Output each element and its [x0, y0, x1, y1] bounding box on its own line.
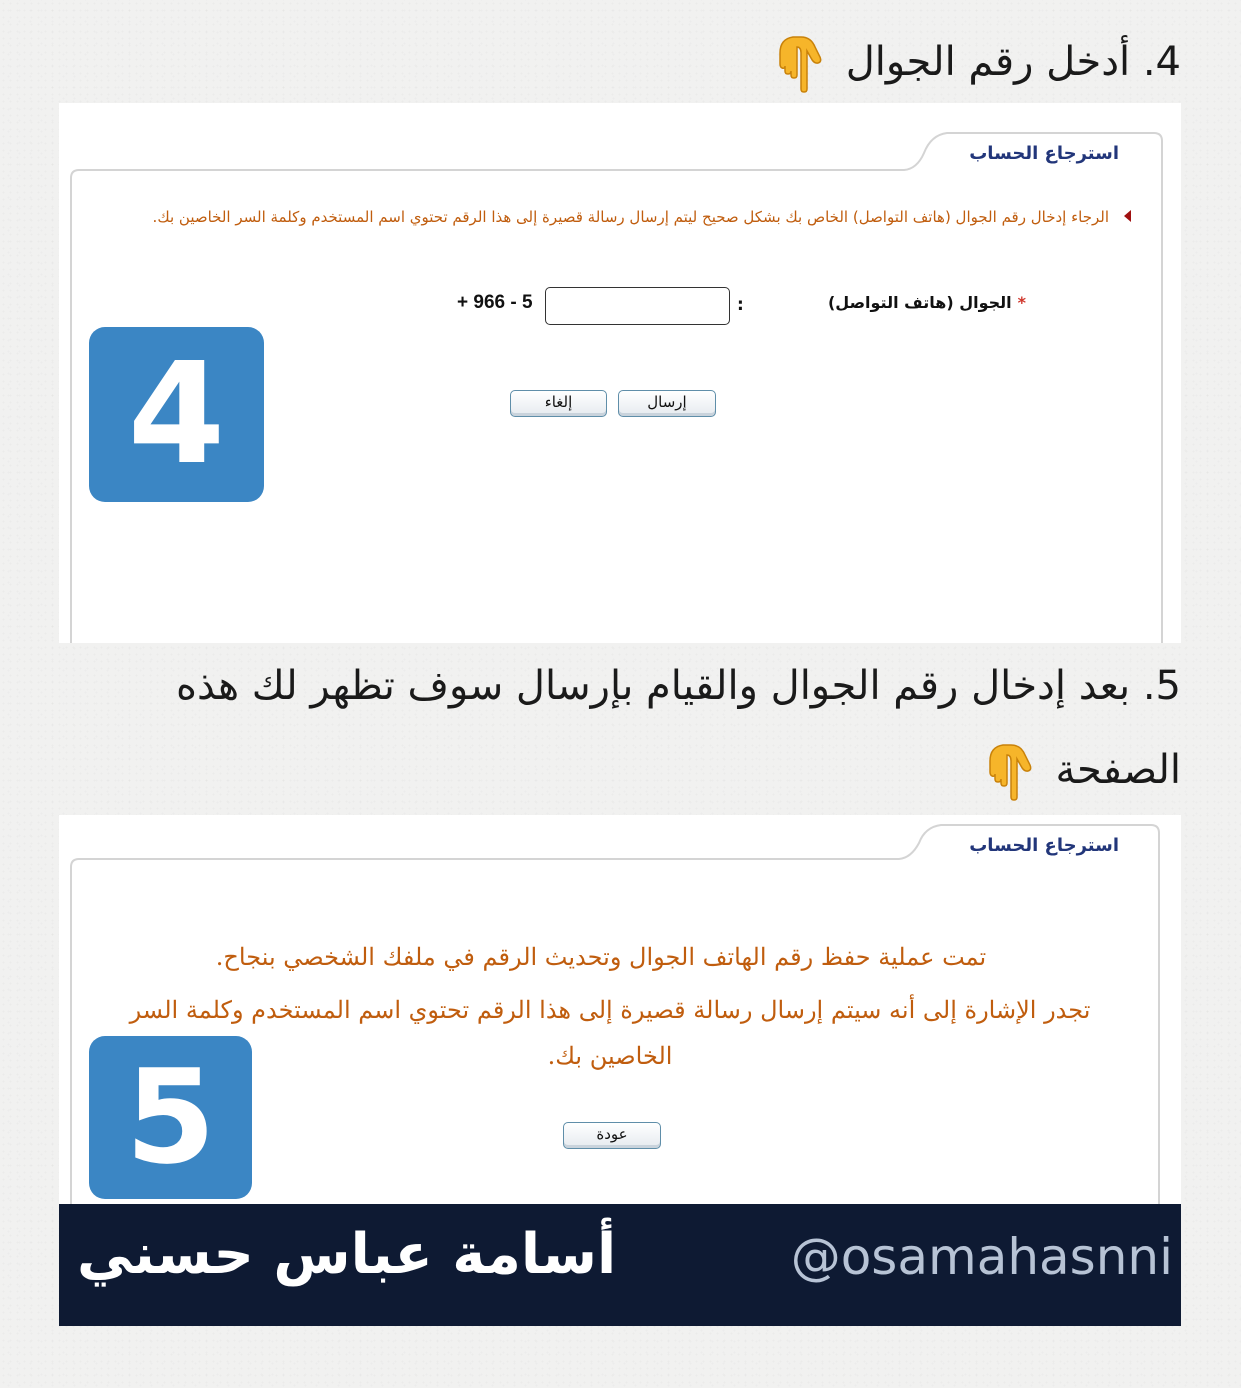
author-handle: @osamahasnni	[790, 1228, 1173, 1286]
send-button[interactable]: إرسال	[618, 390, 716, 417]
triangle-bullet-icon	[1124, 210, 1131, 222]
step-4-badge: 4	[89, 327, 264, 502]
step5-heading-line2	[989, 736, 1181, 804]
required-marker: *	[1017, 293, 1026, 312]
pointing-down-hand-icon	[989, 743, 1033, 801]
tab-account-recovery[interactable]: استرجاع الحساب	[969, 143, 1119, 164]
step4-heading	[779, 28, 1181, 96]
step5-heading-line1: 5. بعد إدخال رقم الجوال والقيام بإرسال سوف تظهر لك هذه	[176, 663, 1181, 709]
step4-heading-text: 4. أدخل رقم الجوال	[845, 39, 1181, 85]
country-prefix: + 966 - 5	[457, 292, 533, 313]
pointing-down-hand-icon	[779, 35, 823, 93]
author-footer	[59, 1204, 1181, 1326]
label-colon: :	[737, 295, 744, 315]
success-message: تمت عملية حفظ رقم الهاتف الجوال وتحديث الرقم في ملفك الشخصي بنجاح.	[215, 943, 987, 971]
sms-notice-message: تجدر الإشارة إلى أنه سيتم إرسال رسالة قصيرة إلى هذا الرقم تحتوي اسم المستخدم وكلمة السر الخاصين بك.	[129, 996, 1091, 1070]
mobile-label-text: الجوال (هاتف التواصل)	[827, 293, 1012, 312]
step-5-badge: 5	[89, 1036, 252, 1199]
instruction-text: الرجاء إدخال رقم الجوال (هاتف التواصل) الخاص بك بشكل صحيح ليتم إرسال رسالة قصيرة إلى هذا الرقم تحتوي اسم المستخدم وكلمة السر الخاصين بك.	[152, 208, 1109, 226]
mobile-number-input[interactable]	[545, 287, 730, 325]
mobile-field-label	[828, 293, 1026, 312]
tab-account-recovery[interactable]: استرجاع الحساب	[969, 835, 1119, 856]
author-name: أسامة عباس حسني	[77, 1222, 617, 1287]
step5-heading-text: الصفحة	[1055, 747, 1181, 793]
cancel-button[interactable]: إلغاء	[510, 390, 607, 417]
back-button[interactable]: عودة	[563, 1122, 661, 1149]
